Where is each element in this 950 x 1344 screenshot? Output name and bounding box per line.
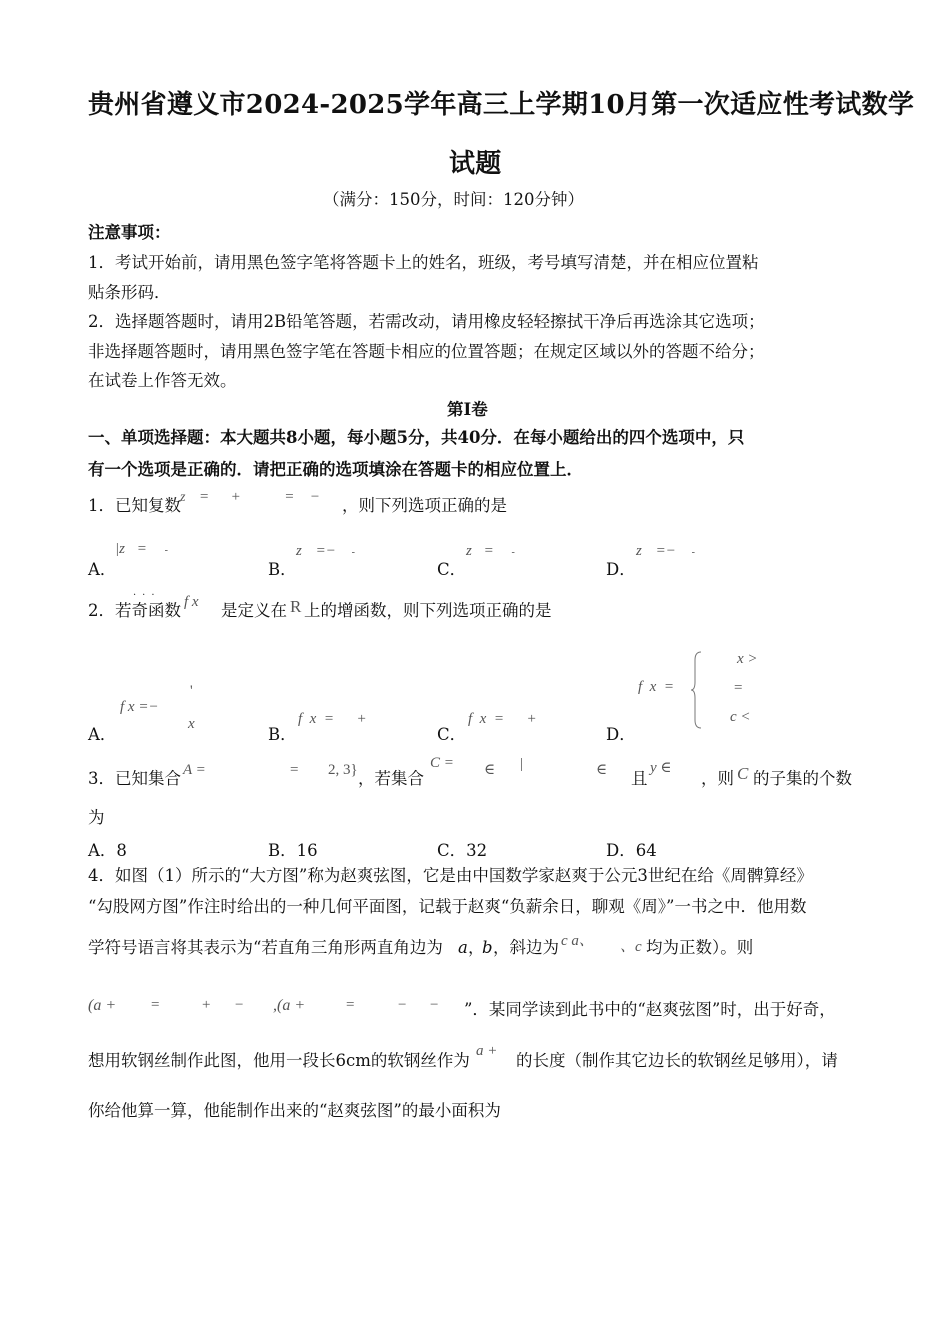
q3-mid-2: 且 [631,769,648,788]
q4-line-4-math-4: − [235,997,244,1013]
q4-line-6: 你给他算一算，他能制作出来的“赵爽弦图”的最小面积为 [88,1101,501,1120]
q1-option-c-m3: - [511,547,515,558]
q1-math-eq2: = [284,489,295,505]
q1-option-a-m2: = [136,541,147,557]
q2-option-a-m3: ' [190,683,193,699]
q4-line-3-b: b [482,938,493,957]
q1-option-b-m3: - [351,547,355,558]
q4-line-4-math-5: ,(a + [273,997,306,1014]
q2-option-a-m2: x [188,716,195,732]
q1-option-d-math [636,543,695,560]
q1-math [180,489,320,506]
q4-line-3-post: 均为正数）。则 [646,938,754,957]
q3-mid-3: ，则 [701,769,734,788]
q2-option-b-label: B． [268,725,297,744]
q1-math-plus: + [230,489,241,505]
q2-option-d-m1: f x = [638,679,674,695]
q4-line-4-math-8: − [430,997,439,1013]
q1-option-a-m1: |z [115,541,125,557]
q4-line-2: “勾股网方图”作注时给出的一种几何平面图，记载于赵爽“负薪余日，聊观《周》”一书之中．他用数 [88,897,807,916]
q3-option-a: A．8 [88,841,127,860]
q2-math-r: R [290,597,302,616]
q1-option-b-math [296,543,355,560]
q2-option-d-label: D． [606,725,636,744]
q2-mid: 是定义在 [221,601,287,620]
notes-item-1-line-2: 贴条形码． [88,283,171,302]
q4-line-3-comma: ， [468,938,485,957]
q4-line-3-prefix: 学符号语言将其表示为“若直角三角形两直角边为 [88,938,443,957]
q2-option-a-label: A． [88,725,117,744]
q3-prefix: 3．已知集合 [88,769,181,788]
subtitle: （满分：150分，时间：120分钟） [323,190,584,209]
part1-instruction-line-2: 有一个选项是正确的．请把正确的选项填涂在答题卡的相应位置上． [88,460,583,479]
q4-line-4-math-1: (a + [88,997,117,1014]
q1-math-eq1: = [198,489,210,505]
notes-item-2-line-2: 非选择题答题时，请用黑色签字笔在答题卡相应的位置答题；在规定区域以外的答题不给分； [88,342,765,361]
q2-option-b-m1: f x = + [298,711,367,727]
q4-line-4-math-6: = [346,997,355,1013]
q1-option-d-m3: - [691,547,695,558]
q1-option-c-label: C． [437,560,467,579]
part1-instruction-line-1: 一、单项选择题：本大题共8小题，每小题5分，共40分．在每小题给出的四个选项中，只 [88,428,745,447]
q1-option-c-math [466,543,515,560]
q1-option-d-m1: z [636,543,642,559]
q3-math-c: C = [430,755,454,771]
q1-option-a-label: A． [88,560,117,579]
q1-option-a-math [115,541,168,558]
q3-math-a-eq: = [290,762,299,778]
q2-option-c-label: C． [437,725,467,744]
q3-math-a: A = [183,762,206,778]
notes-item-2-line-3: 在试卷上作答无效。 [88,371,237,390]
q4-line-3-math-2: 、c [620,939,642,955]
q1-option-c-m2: = [483,543,494,559]
q4-line-3-math-1: c a、 [561,933,594,949]
q3-math-y: y ∈ [650,760,672,776]
q1-suffix: ，则下列选项正确的是 [342,496,507,515]
q1-option-a-m3: - [164,545,168,556]
q3-line-2: 为 [88,808,105,827]
q1-math-z: z [180,490,186,505]
q4-line-4-math-7: − [398,997,407,1013]
q2-option-d-case-2: = [734,680,743,696]
q1-option-c-m1: z [466,543,472,559]
q4-line-4-math-3: + [202,997,211,1013]
q4-line-3-a: a [458,938,468,957]
q3-math-c-in-1: ∈ [484,762,496,778]
q2-option-c-m1: f x = + [468,711,537,727]
q4-line-3-mid: ，斜边为 [493,938,559,957]
title-line-1: 贵州省遵义市2024-2025学年高三上学期10月第一次适应性考试数学 [88,90,915,120]
q1-math-minus: − [309,489,320,505]
q3-mid-1: ，若集合 [358,769,424,788]
q1-option-b-m1: z [296,543,302,559]
q3-option-c: C．32 [437,841,488,860]
q4-line-5-math: a + [476,1043,498,1059]
q1-option-b-m2: =− [315,543,336,559]
q2-prefix: 2．若奇函数 [88,601,181,620]
q3-suffix: 的子集的个数 [753,769,852,788]
notes-heading: 注意事项： [88,223,171,242]
q2-emphasis-dots: ··· [133,590,161,601]
volume-heading: 第Ⅰ卷 [447,400,488,419]
q4-line-1: 4．如图（1）所示的“大方图”称为赵爽弦图，它是由中国数学家赵爽于公元3世纪在给《周髀算经》 [88,866,813,885]
q2-option-d-case-3: c < [730,709,751,725]
q1-option-d-m2: =− [655,543,676,559]
notes-item-1-line-1: 1．考试开始前，请用黑色签字笔将答题卡上的姓名，班级，考号填写清楚，并在相应位置粘 [88,253,759,272]
q2-option-d-brace [690,650,704,730]
q3-math-c-bar: | [520,756,524,772]
q1-option-b-label: B． [268,560,297,579]
q4-line-5-post: 的长度（制作其它边长的软钢丝足够用），请 [516,1051,838,1070]
q1-option-d-label: D． [606,560,636,579]
q2-option-d-case-1: x > [737,651,758,667]
q4-line-5-prefix: 想用软钢丝制作此图，他用一段长6cm的软钢丝作为 [88,1051,470,1070]
q4-line-4-post: ”．某同学读到此书中的“赵爽弦图”时，出于好奇， [464,1000,836,1019]
q3-math-c-in-2: ∈ [596,762,608,778]
q3-math-c-2: C [737,764,749,783]
q2-suffix: 上的增函数，则下列选项正确的是 [304,601,552,620]
title-line-2: 试题 [449,149,502,179]
q2-math-fx: f x [184,594,199,610]
notes-item-2-line-1: 2．选择题答题时，请用2B铅笔答题，若需改动，请用橡皮轻轻擦拭干净后再选涂其它选项； [88,312,765,331]
q3-option-d: D．64 [606,841,657,860]
q2-option-a-m1: f x =− [120,699,159,715]
q3-option-b: B．16 [268,841,318,860]
q1-prefix: 1．已知复数 [88,496,181,515]
q3-math-a-set: 2, 3} [328,762,358,778]
q4-line-4-math-2: = [151,997,160,1013]
